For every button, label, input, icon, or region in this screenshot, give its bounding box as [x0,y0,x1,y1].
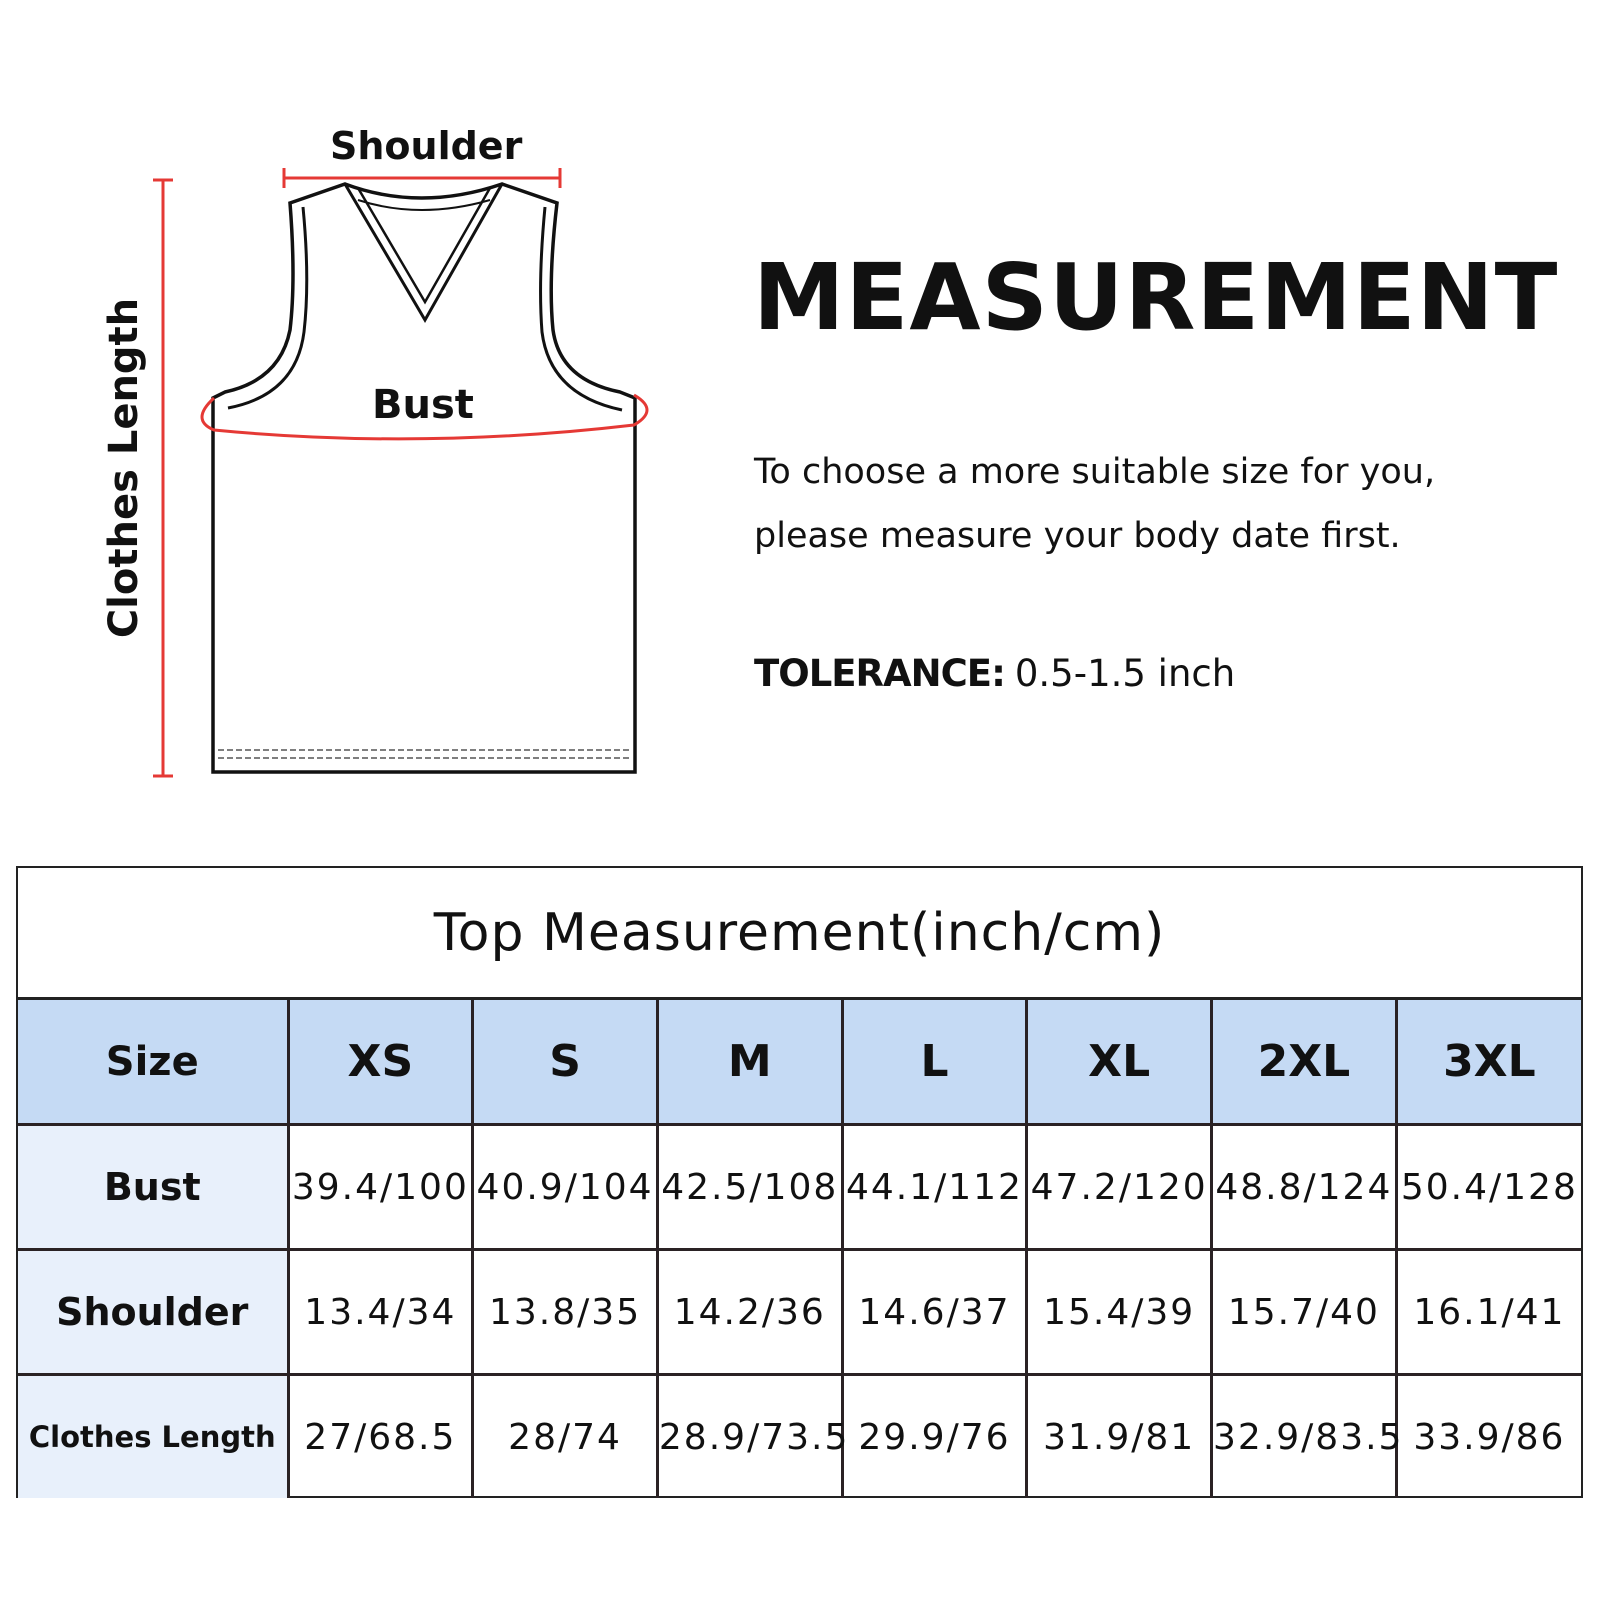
table-cell: 28/74 [473,1375,658,1499]
size-table [18,1000,1581,1498]
table-cell: 15.7/40 [1212,1250,1397,1375]
table-cell: 28.9/73.5 [657,1375,842,1499]
size-chart-title: Top Measurement(inch/cm) [18,868,1581,1000]
table-cell: 33.9/86 [1396,1375,1581,1499]
table-cell: 42.5/108 [657,1125,842,1250]
table-cell: 47.2/120 [1027,1125,1212,1250]
size-chart [16,866,1583,1498]
header-cell: 2XL [1212,1000,1397,1125]
table-cell: 48.8/124 [1212,1125,1397,1250]
tolerance-note [754,652,1235,695]
table-cell: 29.9/76 [842,1375,1027,1499]
table-row [18,1250,1581,1375]
clothes-length-label: Clothes Length [101,297,147,639]
row-header: Bust [18,1125,288,1250]
table-cell: 13.8/35 [473,1250,658,1375]
header-cell: S [473,1000,658,1125]
table-cell: 39.4/100 [288,1125,473,1250]
header-cell: Size [18,1000,288,1125]
table-cell: 40.9/104 [473,1125,658,1250]
tolerance-label: TOLERANCE: [754,652,1005,695]
table-cell: 14.2/36 [657,1250,842,1375]
table-cell: 14.6/37 [842,1250,1027,1375]
table-row [18,1375,1581,1499]
tolerance-value: 0.5-1.5 inch [1014,652,1236,695]
bust-label: Bust [372,382,474,428]
shoulder-label: Shoulder [330,124,523,168]
tank-top-diagram [0,0,720,820]
table-cell: 27/68.5 [288,1375,473,1499]
table-cell: 15.4/39 [1027,1250,1212,1375]
table-cell: 50.4/128 [1396,1125,1581,1250]
header-cell: XL [1027,1000,1212,1125]
measurement-description [754,440,1574,568]
table-cell: 44.1/112 [842,1125,1027,1250]
row-header: Clothes Length [18,1375,288,1499]
description-line-2: please measure your body date first. [754,516,1401,556]
header-cell: 3XL [1396,1000,1581,1125]
size-header-row [18,1000,1581,1125]
table-cell: 31.9/81 [1027,1375,1212,1499]
measurement-title: MEASUREMENT [753,244,1559,351]
table-cell: 13.4/34 [288,1250,473,1375]
header-cell: M [657,1000,842,1125]
description-line-1: To choose a more suitable size for you, [754,452,1436,492]
table-row [18,1125,1581,1250]
header-cell: XS [288,1000,473,1125]
row-header: Shoulder [18,1250,288,1375]
table-cell: 16.1/41 [1396,1250,1581,1375]
table-cell: 32.9/83.5 [1212,1375,1397,1499]
header-cell: L [842,1000,1027,1125]
